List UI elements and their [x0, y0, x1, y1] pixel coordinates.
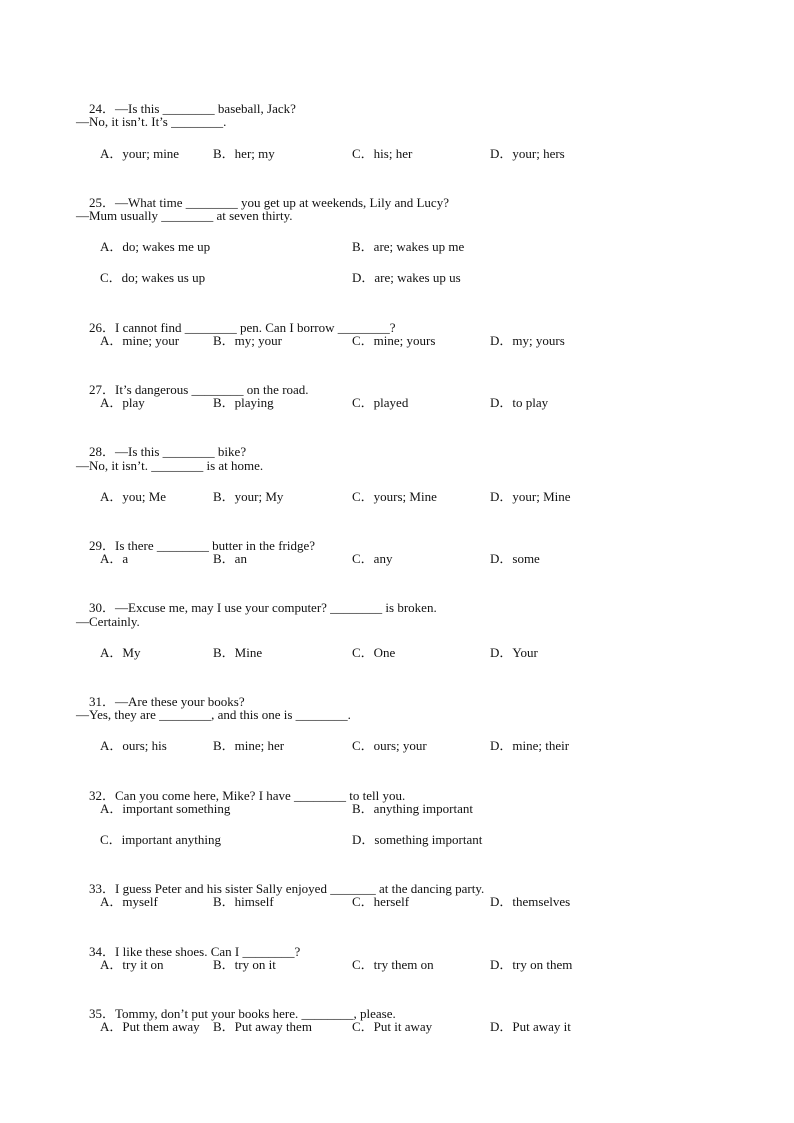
- question-text: I like these shoes. Can I ________?: [115, 944, 301, 959]
- option-a[interactable]: A．do; wakes me up: [100, 239, 211, 254]
- question-text: Tommy, don’t put your books here. ________, please.: [115, 1006, 396, 1021]
- option-a[interactable]: A．mine; your: [100, 333, 180, 348]
- question-24-stem: [76, 82, 296, 116]
- option-b[interactable]: B．my; your: [213, 333, 282, 348]
- question-text: —Is this ________ baseball, Jack?: [115, 101, 296, 116]
- option-c[interactable]: C．played: [352, 395, 409, 410]
- option-d[interactable]: D．my; yours: [490, 333, 565, 348]
- question-number: 30．: [89, 600, 116, 615]
- option-b[interactable]: B．your; My: [213, 489, 284, 504]
- question-text: —Excuse me, may I use your computer? ________ is broken.: [115, 600, 437, 615]
- option-c[interactable]: C．mine; yours: [352, 333, 436, 348]
- option-c[interactable]: C．One: [352, 645, 396, 660]
- question-number: 26．: [89, 320, 116, 335]
- option-d[interactable]: D．try on them: [490, 957, 573, 972]
- option-c[interactable]: C．any: [352, 551, 393, 566]
- option-b[interactable]: B．mine; her: [213, 738, 285, 753]
- option-d[interactable]: D．some: [490, 551, 540, 566]
- option-c[interactable]: C．do; wakes us up: [100, 270, 206, 285]
- option-d[interactable]: D．Your: [490, 645, 538, 660]
- option-a[interactable]: A．myself: [100, 894, 158, 909]
- question-27-stem: [76, 363, 309, 397]
- question-31-line-2: —Yes, they are ________, and this one is ________.: [76, 707, 351, 722]
- option-b[interactable]: B．try on it: [213, 957, 276, 972]
- option-c[interactable]: C．ours; your: [352, 738, 427, 753]
- question-number: 24．: [89, 101, 116, 116]
- option-b[interactable]: B．anything important: [352, 801, 473, 816]
- option-a[interactable]: A．play: [100, 395, 145, 410]
- option-c[interactable]: C．Put it away: [352, 1019, 433, 1034]
- question-number: 27．: [89, 382, 116, 397]
- option-a[interactable]: A．ours; his: [100, 738, 167, 753]
- question-number: 29．: [89, 538, 116, 553]
- option-a[interactable]: A．a: [100, 551, 129, 566]
- option-a[interactable]: A．you; Me: [100, 489, 167, 504]
- option-b[interactable]: B．an: [213, 551, 247, 566]
- question-31-stem: [76, 675, 245, 709]
- option-b[interactable]: B．Put away them: [213, 1019, 312, 1034]
- option-a[interactable]: A．Put them away: [100, 1019, 200, 1034]
- option-a[interactable]: A．try it on: [100, 957, 164, 972]
- question-24-line-2: —No, it isn’t. It’s ________.: [76, 114, 227, 129]
- question-number: 28．: [89, 444, 116, 459]
- option-c[interactable]: C．important anything: [100, 832, 221, 847]
- option-d[interactable]: D．your; hers: [490, 146, 565, 161]
- question-text: —What time ________ you get up at weekends, Lily and Lucy?: [115, 195, 449, 210]
- option-b[interactable]: B．her; my: [213, 146, 275, 161]
- question-text: It’s dangerous ________ on the road.: [115, 382, 309, 397]
- question-text: Can you come here, Mike? I have ________ to tell you.: [115, 788, 406, 803]
- question-number: 25．: [89, 195, 116, 210]
- option-d[interactable]: D．themselves: [490, 894, 571, 909]
- option-d[interactable]: D．to play: [490, 395, 549, 410]
- option-b[interactable]: B．are; wakes up me: [352, 239, 465, 254]
- question-text: —Is this ________ bike?: [115, 444, 247, 459]
- question-28-line-2: —No, it isn’t. ________ is at home.: [76, 458, 264, 473]
- question-33-stem: [76, 862, 485, 896]
- question-number: 32．: [89, 788, 116, 803]
- option-d[interactable]: D．are; wakes up us: [352, 270, 461, 285]
- question-29-stem: [76, 519, 316, 553]
- question-text: I guess Peter and his sister Sally enjoyed _______ at the dancing party.: [115, 881, 485, 896]
- option-d[interactable]: D．Put away it: [490, 1019, 571, 1034]
- question-28-stem: [76, 425, 247, 459]
- question-number: 34．: [89, 944, 116, 959]
- option-b[interactable]: B．Mine: [213, 645, 263, 660]
- question-number: 35．: [89, 1006, 116, 1021]
- option-a[interactable]: A．important something: [100, 801, 231, 816]
- option-a[interactable]: A．your; mine: [100, 146, 180, 161]
- option-c[interactable]: C．yours; Mine: [352, 489, 437, 504]
- option-c[interactable]: C．try them on: [352, 957, 434, 972]
- question-25-line-2: —Mum usually ________ at seven thirty.: [76, 208, 293, 223]
- option-d[interactable]: D．your; Mine: [490, 489, 571, 504]
- option-b[interactable]: B．playing: [213, 395, 274, 410]
- option-c[interactable]: C．his; her: [352, 146, 413, 161]
- option-a[interactable]: A．My: [100, 645, 141, 660]
- question-number: 31．: [89, 694, 116, 709]
- question-number: 33．: [89, 881, 116, 896]
- question-25-stem: [76, 176, 449, 210]
- question-35-stem: [76, 987, 396, 1021]
- question-34-stem: [76, 925, 301, 959]
- question-text: I cannot find ________ pen. Can I borrow ________?: [115, 320, 396, 335]
- question-30-line-2: —Certainly.: [76, 614, 140, 629]
- option-d[interactable]: D．something important: [352, 832, 483, 847]
- option-d[interactable]: D．mine; their: [490, 738, 570, 753]
- question-30-stem: [76, 581, 437, 615]
- option-b[interactable]: B．himself: [213, 894, 274, 909]
- question-26-stem: [76, 301, 396, 335]
- question-text: —Are these your books?: [115, 694, 245, 709]
- option-c[interactable]: C．herself: [352, 894, 410, 909]
- question-text: Is there ________ butter in the fridge?: [115, 538, 316, 553]
- question-32-stem: [76, 769, 406, 803]
